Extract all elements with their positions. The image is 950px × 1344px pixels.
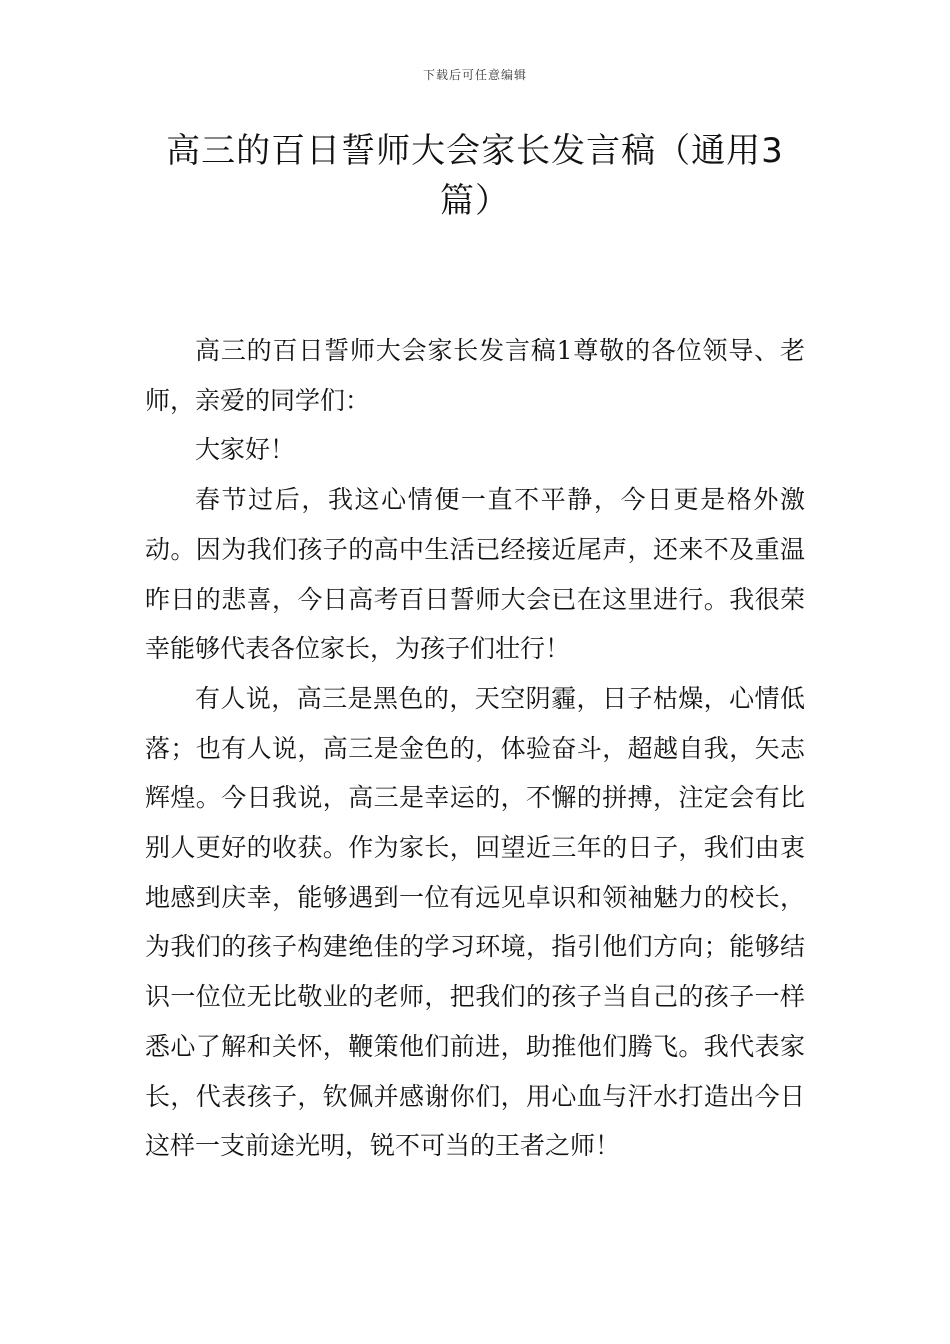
paragraph-senior-year: 有人说，高三是黑色的，天空阴霾，日子枯燥，心情低落；也有人说，高三是金色的，体验奋斗，超越自我，矢志辉煌。今日我说，高三是幸运的，不懈的拼搏，注定会有比别人更好的收获。作为家长，回望近三年的日子，我们由衷地感到庆幸，能够遇到一位有远见卓识和领袖魅力的校长，为我们的孩子构建绝佳的学习环境，指引他们方向；能够结识一位位无比敬业的老师，把我们的孩子当自己的孩子一样悉心了解和关怀，鞭策他们前进，助推他们腾飞。我代表家长，代表孩子，钦佩并感谢你们，用心血与汗水打造出今日这样一支前途光明，锐不可当的王者之师！ [145,683,805,1161]
paragraph-spring-festival: 春节过后，我这心情便一直不平静，今日更是格外激动。因为我们孩子的高中生活已经接近尾声，还来不及重温昨日的悲喜，今日高考百日誓师大会已在这里进行。我很荣幸能够代表各位家长，为孩子们壮行！ [145,485,805,664]
paragraph-hello: 大家好！ [195,435,296,465]
paragraph-greeting: 高三的百日誓师大会家长发言稿1尊敬的各位领导、老师，亲爱的同学们： [145,336,805,415]
header-note: 下载后可任意编辑 [422,68,527,82]
document-title: 高三的百日誓师大会家长发言稿（通用3篇） [166,131,784,221]
document-body [145,326,805,1171]
